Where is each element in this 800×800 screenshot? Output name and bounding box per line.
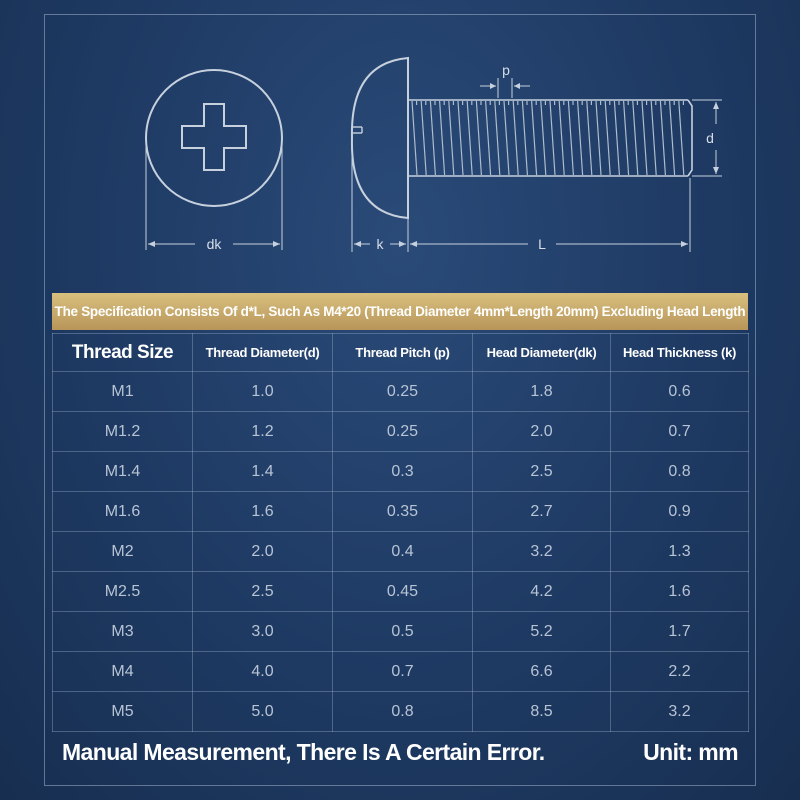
header-head-thickness: Head Thickness (k)	[611, 334, 749, 372]
header-thread-diameter: Thread Diameter(d)	[193, 334, 333, 372]
table-row	[53, 372, 749, 412]
cell-head-diameter: 2.7	[473, 492, 611, 532]
cell-thread-pitch: 0.35	[333, 492, 473, 532]
label-d: d	[706, 130, 714, 146]
cell-head-diameter: 6.6	[473, 652, 611, 692]
cell-head-thickness: 0.6	[611, 372, 749, 412]
cell-thread-size: M3	[53, 612, 193, 652]
header-thread-pitch: Thread Pitch (p)	[333, 334, 473, 372]
screw-diagram	[0, 0, 800, 290]
cell-thread-pitch: 0.4	[333, 532, 473, 572]
label-L: L	[538, 236, 546, 252]
cell-head-diameter: 5.2	[473, 612, 611, 652]
screw-head-top-view	[146, 70, 282, 206]
spec-table	[52, 333, 749, 732]
cell-head-diameter: 3.2	[473, 532, 611, 572]
cell-thread-size: M1	[53, 372, 193, 412]
cell-thread-size: M2	[53, 532, 193, 572]
label-k: k	[376, 236, 384, 252]
footer	[52, 732, 748, 772]
spec-banner-text: The Specification Consists Of d*L, Such As M4*20 (Thread Diameter 4mm*Length 20mm) Excluding Head Length	[54, 304, 746, 319]
measurement-note: Manual Measurement, There Is A Certain Error.	[62, 738, 545, 765]
cell-thread-size: M4	[53, 652, 193, 692]
screw-thread	[412, 101, 684, 175]
cell-thread-diameter: 1.0	[193, 372, 333, 412]
spec-banner	[52, 293, 748, 330]
cell-head-diameter: 4.2	[473, 572, 611, 612]
cell-head-thickness: 1.7	[611, 612, 749, 652]
screw-head-side-view	[352, 58, 408, 218]
cell-head-diameter: 2.0	[473, 412, 611, 452]
cell-thread-diameter: 1.2	[193, 412, 333, 452]
cell-head-thickness: 0.7	[611, 412, 749, 452]
unit-label: Unit: mm	[643, 738, 738, 765]
cell-thread-size: M1.4	[53, 452, 193, 492]
label-p: p	[502, 62, 510, 78]
cell-head-thickness: 0.9	[611, 492, 749, 532]
cell-thread-size: M5	[53, 692, 193, 732]
cell-thread-pitch: 0.5	[333, 612, 473, 652]
cell-thread-diameter: 1.6	[193, 492, 333, 532]
cell-thread-diameter: 2.0	[193, 532, 333, 572]
cell-thread-diameter: 2.5	[193, 572, 333, 612]
cell-head-thickness: 2.2	[611, 652, 749, 692]
header-head-diameter: Head Diameter(dk)	[473, 334, 611, 372]
table-row	[53, 532, 749, 572]
cell-thread-diameter: 1.4	[193, 452, 333, 492]
cell-thread-pitch: 0.25	[333, 372, 473, 412]
table-row	[53, 412, 749, 452]
cell-thread-diameter: 4.0	[193, 652, 333, 692]
cell-head-diameter: 8.5	[473, 692, 611, 732]
cell-thread-diameter: 5.0	[193, 692, 333, 732]
cell-thread-size: M2.5	[53, 572, 193, 612]
table-row	[53, 492, 749, 532]
cell-thread-diameter: 3.0	[193, 612, 333, 652]
cell-thread-size: M1.2	[53, 412, 193, 452]
cell-head-thickness: 0.8	[611, 452, 749, 492]
cell-head-thickness: 3.2	[611, 692, 749, 732]
cell-thread-pitch: 0.45	[333, 572, 473, 612]
cell-head-diameter: 2.5	[473, 452, 611, 492]
cell-thread-size: M1.6	[53, 492, 193, 532]
table-row	[53, 572, 749, 612]
phillips-cross-icon	[182, 104, 246, 170]
cell-thread-pitch: 0.8	[333, 692, 473, 732]
header-thread-size: Thread Size	[53, 334, 193, 372]
table-row	[53, 452, 749, 492]
cell-thread-pitch: 0.7	[333, 652, 473, 692]
table-row	[53, 692, 749, 732]
table-header-row	[53, 334, 749, 372]
cell-thread-pitch: 0.3	[333, 452, 473, 492]
cell-head-diameter: 1.8	[473, 372, 611, 412]
cell-head-thickness: 1.6	[611, 572, 749, 612]
table-row	[53, 612, 749, 652]
cell-head-thickness: 1.3	[611, 532, 749, 572]
table-row	[53, 652, 749, 692]
cell-thread-pitch: 0.25	[333, 412, 473, 452]
label-dk: dk	[206, 236, 222, 252]
